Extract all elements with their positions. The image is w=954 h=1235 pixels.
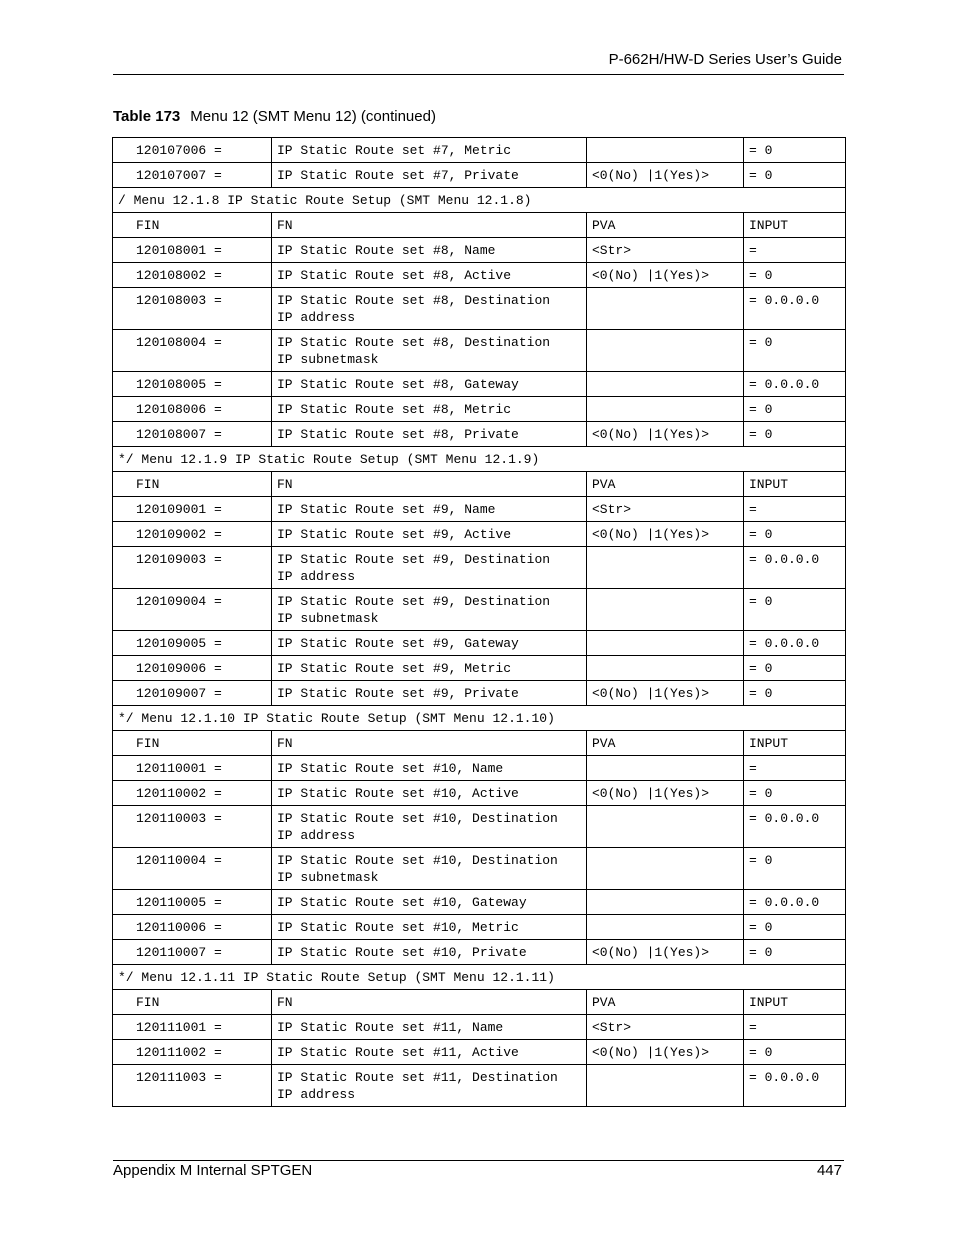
fn-cell: IP Static Route set #8, Destination IP address [272,288,587,330]
table-row [113,547,846,589]
input-cell: = 0 [744,263,846,288]
pva-cell: <0(No) |1(Yes)> [587,940,744,965]
fin-cell: 120108006 = [113,397,272,422]
fin-cell: 120108004 = [113,330,272,372]
input-cell: = 0 [744,915,846,940]
fn-cell: IP Static Route set #9, Active [272,522,587,547]
fin-cell: 120108001 = [113,238,272,263]
fn-cell: IP Static Route set #9, Name [272,497,587,522]
fn-cell: IP Static Route set #8, Gateway [272,372,587,397]
table-row [113,372,846,397]
table-row [113,238,846,263]
fin-cell: 120110001 = [113,756,272,781]
fn-cell: IP Static Route set #7, Private [272,163,587,188]
fin-cell: 120108007 = [113,422,272,447]
table-row [113,1015,846,1040]
input-cell: = 0.0.0.0 [744,372,846,397]
table-row [113,940,846,965]
pva-cell [587,915,744,940]
fin-cell: 120107007 = [113,163,272,188]
fin-cell: FIN [113,213,272,238]
table-row [113,848,846,890]
table-row [113,288,846,330]
pva-cell: <0(No) |1(Yes)> [587,163,744,188]
fin-cell: 120109007 = [113,681,272,706]
pva-cell [587,547,744,589]
input-cell: INPUT [744,990,846,1015]
fn-cell: IP Static Route set #8, Metric [272,397,587,422]
fn-cell: IP Static Route set #9, Private [272,681,587,706]
input-cell: = 0 [744,589,846,631]
fn-cell: IP Static Route set #8, Private [272,422,587,447]
fin-cell: 120110005 = [113,890,272,915]
fn-cell: FN [272,990,587,1015]
pva-cell: PVA [587,472,744,497]
table-row [113,522,846,547]
fn-cell: IP Static Route set #10, Gateway [272,890,587,915]
input-cell: = 0 [744,163,846,188]
section-title: */ Menu 12.1.10 IP Static Route Setup (SMT Menu 12.1.10) [113,706,846,731]
table-number: Table 173 [113,108,181,125]
fin-cell: FIN [113,731,272,756]
fin-cell: 120108002 = [113,263,272,288]
input-cell: = 0.0.0.0 [744,806,846,848]
input-cell: INPUT [744,472,846,497]
fn-cell: IP Static Route set #7, Metric [272,138,587,163]
pva-cell: <Str> [587,1015,744,1040]
fin-cell: 120110002 = [113,781,272,806]
table-row [113,890,846,915]
fn-cell: IP Static Route set #10, Destination IP subnetmask [272,848,587,890]
fn-cell: IP Static Route set #10, Name [272,756,587,781]
pva-cell: <0(No) |1(Yes)> [587,681,744,706]
fin-cell: 120110007 = [113,940,272,965]
fn-cell: IP Static Route set #8, Active [272,263,587,288]
input-cell: = 0 [744,138,846,163]
input-cell: = 0.0.0.0 [744,890,846,915]
pva-cell [587,589,744,631]
fn-cell: FN [272,213,587,238]
section-header-row [113,447,846,472]
pva-cell [587,806,744,848]
fin-cell: 120109002 = [113,522,272,547]
table-row [113,263,846,288]
column-header-row [113,472,846,497]
fin-cell: 120111002 = [113,1040,272,1065]
section-title: */ Menu 12.1.9 IP Static Route Setup (SMT Menu 12.1.9) [113,447,846,472]
fin-cell: 120111001 = [113,1015,272,1040]
fn-cell: IP Static Route set #9, Destination IP subnetmask [272,589,587,631]
input-cell: INPUT [744,213,846,238]
section-header-row [113,706,846,731]
fn-cell: IP Static Route set #9, Destination IP address [272,547,587,589]
fin-cell: 120110003 = [113,806,272,848]
pva-cell [587,330,744,372]
pva-cell [587,656,744,681]
column-header-row [113,213,846,238]
table-row [113,781,846,806]
table-row [113,330,846,372]
table-row [113,422,846,447]
pva-cell: <Str> [587,497,744,522]
pva-cell: <0(No) |1(Yes)> [587,1040,744,1065]
footer-section-name: Appendix M Internal SPTGEN [113,1162,313,1179]
fn-cell: FN [272,731,587,756]
pva-cell [587,848,744,890]
section-header-row [113,965,846,990]
fin-cell: FIN [113,472,272,497]
table-row [113,397,846,422]
input-cell: = 0 [744,422,846,447]
fin-cell: 120108003 = [113,288,272,330]
input-cell: = 0 [744,330,846,372]
footer-divider [113,1160,844,1161]
section-title: */ Menu 12.1.11 IP Static Route Setup (SMT Menu 12.1.11) [113,965,846,990]
input-cell: = [744,756,846,781]
fn-cell: IP Static Route set #11, Destination IP address [272,1065,587,1107]
input-cell: = 0.0.0.0 [744,631,846,656]
table-row [113,589,846,631]
pva-cell [587,756,744,781]
pva-cell: <0(No) |1(Yes)> [587,522,744,547]
fin-cell: 120109004 = [113,589,272,631]
section-header-row [113,188,846,213]
fin-cell: FIN [113,990,272,1015]
table-body [113,138,846,1107]
header-divider [113,74,844,75]
fin-cell: 120110006 = [113,915,272,940]
fn-cell: IP Static Route set #10, Metric [272,915,587,940]
input-cell: = 0.0.0.0 [744,1065,846,1107]
pva-cell [587,397,744,422]
input-cell: = [744,238,846,263]
input-cell: = 0 [744,1040,846,1065]
table-row [113,806,846,848]
input-cell: = 0 [744,781,846,806]
input-cell: = 0 [744,522,846,547]
pva-cell: PVA [587,990,744,1015]
fn-cell: IP Static Route set #11, Name [272,1015,587,1040]
table-row [113,681,846,706]
input-cell: = 0 [744,940,846,965]
section-title: / Menu 12.1.8 IP Static Route Setup (SMT Menu 12.1.8) [113,188,846,213]
fn-cell: IP Static Route set #10, Private [272,940,587,965]
pva-cell: <Str> [587,238,744,263]
fin-cell: 120109003 = [113,547,272,589]
input-cell: = 0.0.0.0 [744,288,846,330]
fn-cell: IP Static Route set #8, Name [272,238,587,263]
input-cell: = [744,1015,846,1040]
smt-menu-table [112,137,846,1107]
column-header-row [113,731,846,756]
pva-cell [587,288,744,330]
fin-cell: 120111003 = [113,1065,272,1107]
page-header-title: P-662H/HW-D Series User’s Guide [608,51,842,68]
fin-cell: 120109005 = [113,631,272,656]
table-row [113,163,846,188]
pva-cell: PVA [587,213,744,238]
fin-cell: 120108005 = [113,372,272,397]
pva-cell [587,138,744,163]
input-cell: INPUT [744,731,846,756]
pva-cell [587,631,744,656]
fn-cell: IP Static Route set #10, Destination IP address [272,806,587,848]
table-row [113,1065,846,1107]
input-cell: = 0.0.0.0 [744,547,846,589]
pva-cell: PVA [587,731,744,756]
pva-cell: <0(No) |1(Yes)> [587,422,744,447]
fn-cell: IP Static Route set #9, Metric [272,656,587,681]
table-row [113,756,846,781]
fin-cell: 120109006 = [113,656,272,681]
pva-cell: <0(No) |1(Yes)> [587,781,744,806]
fn-cell: FN [272,472,587,497]
pva-cell [587,372,744,397]
table-row [113,1040,846,1065]
table-title: Menu 12 (SMT Menu 12) (continued) [190,108,436,125]
input-cell: = 0 [744,848,846,890]
footer-page-number: 447 [816,1162,842,1179]
column-header-row [113,990,846,1015]
fin-cell: 120109001 = [113,497,272,522]
pva-cell: <0(No) |1(Yes)> [587,263,744,288]
input-cell: = [744,497,846,522]
table-row [113,138,846,163]
fin-cell: 120107006 = [113,138,272,163]
input-cell: = 0 [744,656,846,681]
table-row [113,497,846,522]
fn-cell: IP Static Route set #11, Active [272,1040,587,1065]
fn-cell: IP Static Route set #10, Active [272,781,587,806]
fin-cell: 120110004 = [113,848,272,890]
table-row [113,656,846,681]
pva-cell [587,1065,744,1107]
pva-cell [587,890,744,915]
input-cell: = 0 [744,397,846,422]
table-row [113,915,846,940]
table-row [113,631,846,656]
table-caption [113,108,436,125]
fn-cell: IP Static Route set #9, Gateway [272,631,587,656]
fn-cell: IP Static Route set #8, Destination IP subnetmask [272,330,587,372]
input-cell: = 0 [744,681,846,706]
